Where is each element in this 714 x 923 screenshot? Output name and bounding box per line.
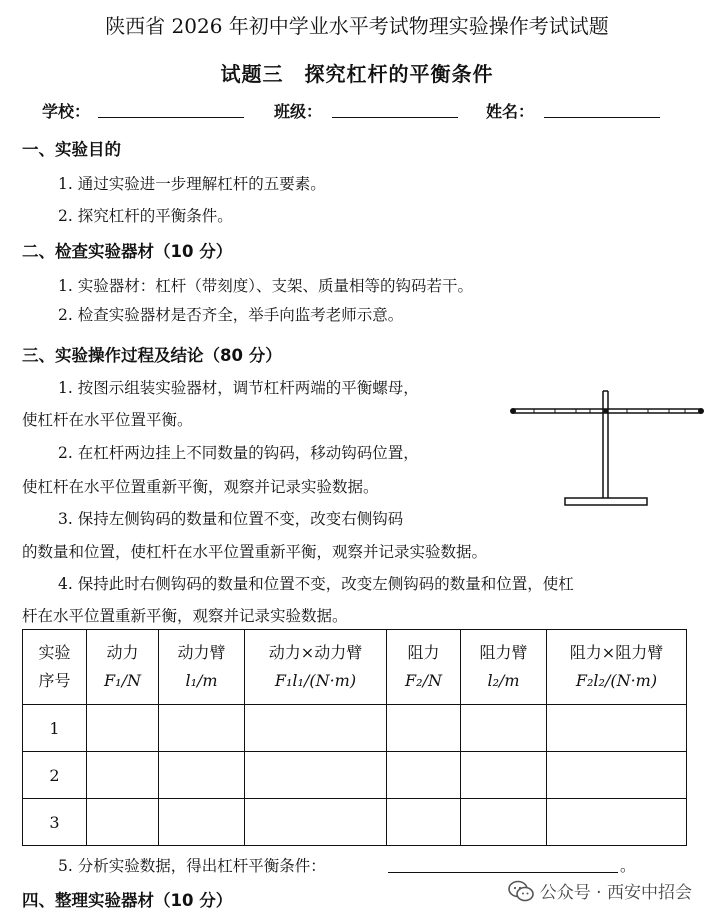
table-cell[interactable]: [245, 705, 387, 752]
conclusion-blank[interactable]: [388, 854, 618, 873]
table-cell[interactable]: [159, 705, 245, 752]
col-header-force2: 阻力 F₂/N: [387, 630, 461, 705]
col-header-force1: 动力 F₁/N: [87, 630, 159, 705]
trial-number: 3: [23, 799, 87, 846]
table-row: [23, 752, 687, 799]
table-cell[interactable]: [87, 752, 159, 799]
step-2-line-2: 使杠杆在水平位置重新平衡，观察并记录实验数据。: [22, 478, 379, 496]
right-balance-nut: [698, 408, 704, 414]
trial-number: 2: [23, 752, 87, 799]
step-1-line-2: 使杠杆在水平位置平衡。: [22, 411, 193, 429]
section-4-heading: 四、整理实验器材（10 分）: [22, 891, 233, 910]
stand-pole: [603, 391, 608, 498]
wechat-icon: [508, 880, 534, 902]
table-header-row: [23, 630, 687, 705]
step-2-line-1: 2. 在杠杆两边挂上不同数量的钩码，移动钩码位置，: [58, 444, 419, 462]
table-cell[interactable]: [461, 752, 547, 799]
step-1-line-1: 1. 按图示组装实验器材，调节杠杆两端的平衡螺母，: [58, 379, 419, 397]
table-cell[interactable]: [387, 752, 461, 799]
section-3-heading: 三、实验操作过程及结论（80 分）: [22, 346, 282, 365]
section-2-item: 2. 检查实验器材是否齐全，举手向监考老师示意。: [58, 306, 404, 324]
section-1-item: 2. 探究杠杆的平衡条件。: [58, 207, 233, 225]
step-4-line-2: 杆在水平位置重新平衡，观察并记录实验数据。: [22, 607, 348, 625]
data-table: [22, 629, 687, 846]
table-cell[interactable]: [87, 799, 159, 846]
col-header-arm1: 动力臂 l₁/m: [159, 630, 245, 705]
class-blank[interactable]: [332, 99, 458, 118]
exam-subtitle: 试题三 探究杠杆的平衡条件: [220, 62, 494, 86]
table-cell[interactable]: [159, 752, 245, 799]
step-5-text: 5. 分析实验数据，得出杠杆平衡条件：: [58, 857, 326, 875]
step-3-line-2: 的数量和位置，使杠杆在水平位置重新平衡，观察并记录实验数据。: [22, 543, 488, 561]
table-cell[interactable]: [547, 752, 687, 799]
stand-base: [565, 498, 647, 505]
table-cell[interactable]: [159, 799, 245, 846]
section-2-item: 1. 实验器材：杠杆（带刻度）、支架、质量相等的钩码若干。: [58, 277, 473, 295]
table-row: [23, 705, 687, 752]
col-header-arm2: 阻力臂 l₂/m: [461, 630, 547, 705]
step-3-line-1: 3. 保持左侧钩码的数量和位置不变，改变右侧钩码: [58, 510, 404, 528]
table-cell[interactable]: [87, 705, 159, 752]
table-cell[interactable]: [547, 799, 687, 846]
name-blank[interactable]: [544, 99, 660, 118]
table-cell[interactable]: [245, 752, 387, 799]
lever-apparatus-figure: [505, 386, 714, 512]
table-cell[interactable]: [461, 705, 547, 752]
section-1-item: 1. 通过实验进一步理解杠杆的五要素。: [58, 175, 326, 193]
class-label: 班级：: [274, 102, 323, 121]
table-cell[interactable]: [387, 705, 461, 752]
watermark: [508, 878, 692, 903]
col-header-trial: 实验 序号: [23, 630, 87, 705]
section-2-heading: 二、检查实验器材（10 分）: [22, 242, 233, 261]
table-cell[interactable]: [387, 799, 461, 846]
step-4-line-1: 4. 保持此时右侧钩码的数量和位置不变，改变左侧钩码的数量和位置，使杠: [58, 575, 574, 593]
table-row: [23, 799, 687, 846]
name-label: 姓名：: [486, 102, 535, 121]
col-header-product2: 阻力×阻力臂 F₂l₂/(N·m): [547, 630, 687, 705]
school-blank[interactable]: [98, 99, 244, 118]
exam-title: 陕西省 2026 年初中学业水平考试物理实验操作考试试题: [105, 14, 609, 38]
table-cell[interactable]: [245, 799, 387, 846]
col-header-product1: 动力×动力臂 F₁l₁/(N·m): [245, 630, 387, 705]
watermark-text: 公众号 · 西安中招会: [539, 883, 692, 903]
school-label: 学校：: [42, 102, 91, 121]
left-balance-nut: [510, 408, 516, 414]
step-5-period: 。: [620, 857, 636, 875]
table-cell[interactable]: [547, 705, 687, 752]
trial-number: 1: [23, 705, 87, 752]
section-1-heading: 一、实验目的: [22, 140, 121, 159]
table-cell[interactable]: [461, 799, 547, 846]
